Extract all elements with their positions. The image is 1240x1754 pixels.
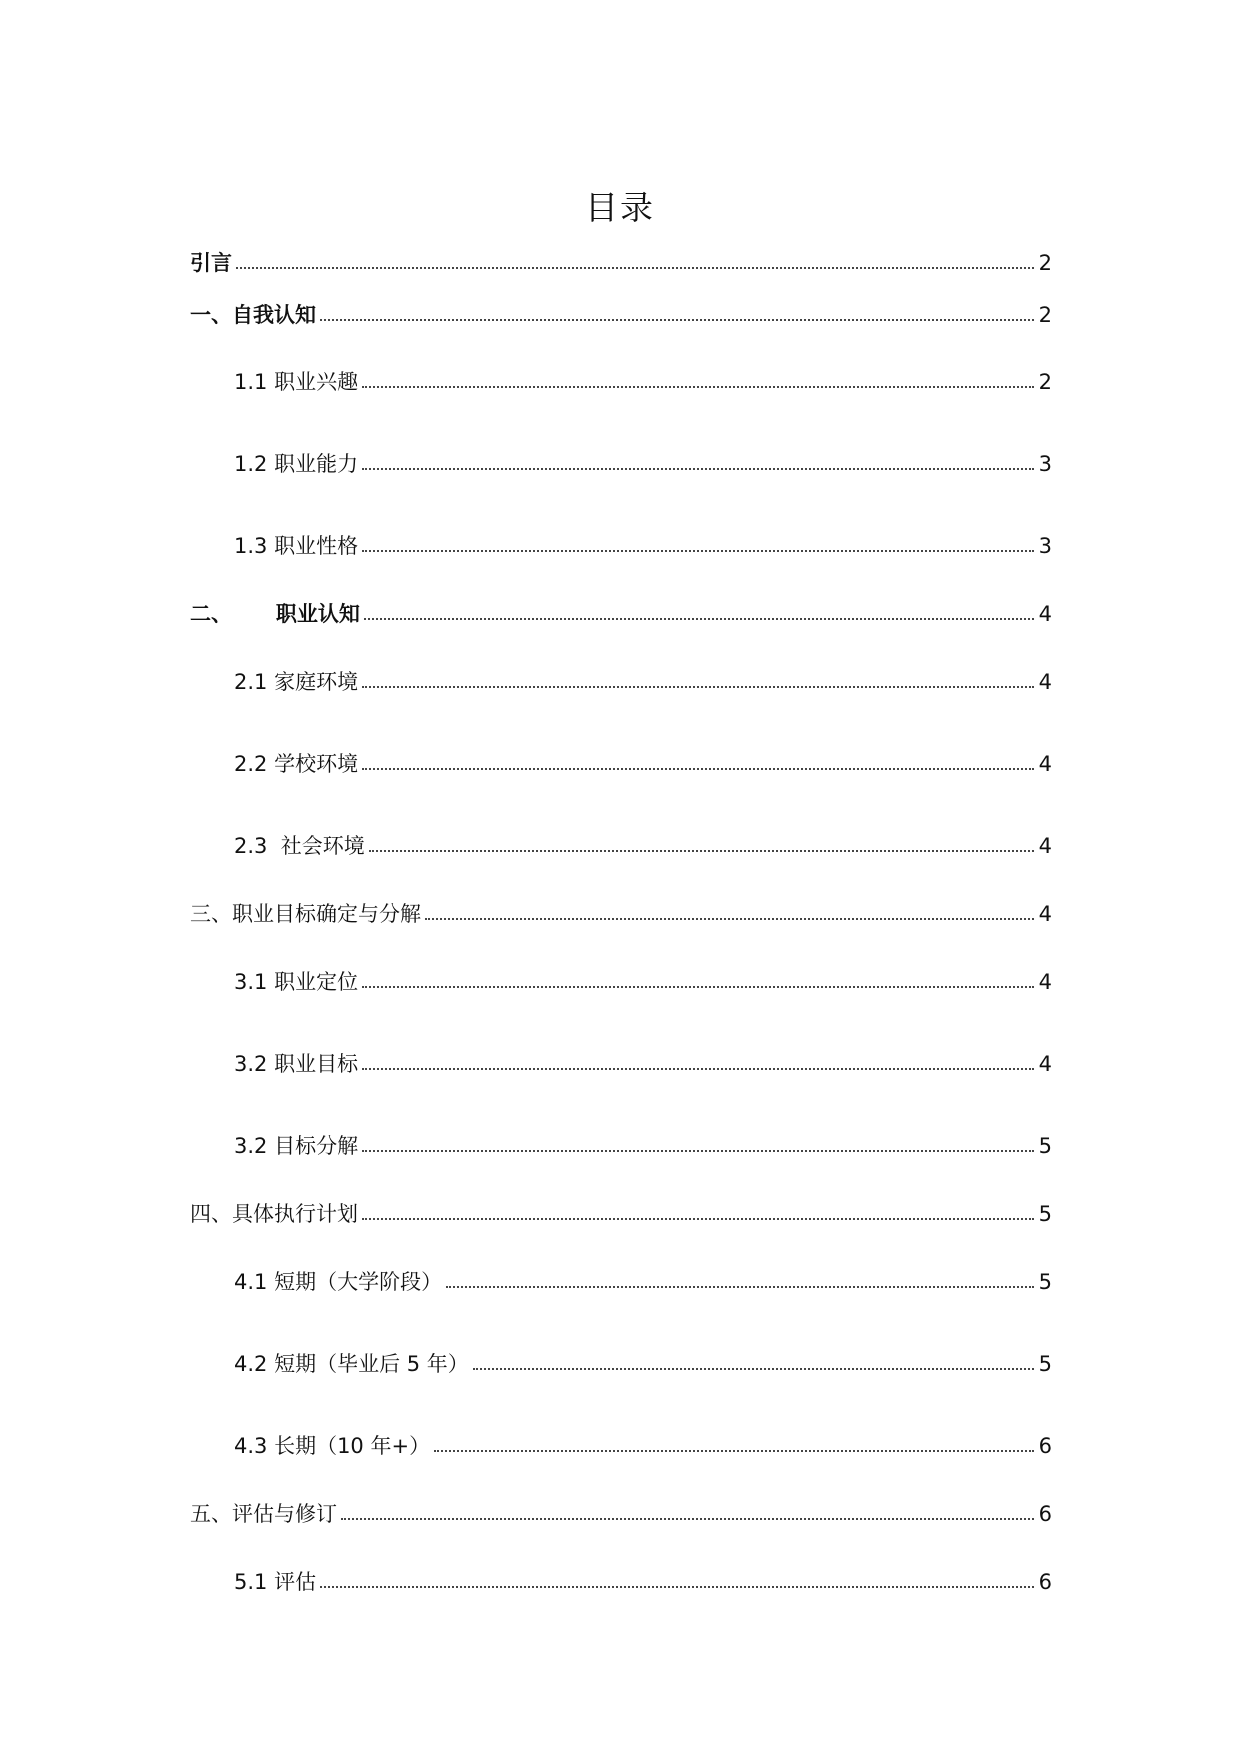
- toc-entry-label: 2.2 学校环境: [234, 752, 359, 776]
- toc-entry-3-1[interactable]: [234, 963, 1052, 995]
- toc-entry-label: 1.3 职业性格: [234, 534, 359, 558]
- toc-entry-page: 4: [1038, 752, 1052, 776]
- toc-entry-page: 3: [1038, 534, 1052, 558]
- toc-entry-5-1[interactable]: [234, 1563, 1052, 1595]
- toc-entry-section-4[interactable]: [190, 1195, 1052, 1227]
- toc-entry-section-1[interactable]: [190, 296, 1052, 328]
- toc-entry-page: 5: [1038, 1352, 1052, 1376]
- toc-entry-page: 5: [1038, 1134, 1052, 1158]
- toc-entry-page: 2: [1038, 251, 1052, 275]
- dot-leader: [236, 267, 1034, 269]
- toc-entry-page: 6: [1038, 1570, 1052, 1594]
- dot-leader: [364, 618, 1034, 620]
- toc-entry-page: 2: [1038, 370, 1052, 394]
- dot-leader: [362, 768, 1034, 770]
- toc-entry-page: 4: [1038, 970, 1052, 994]
- dot-leader: [362, 1218, 1034, 1220]
- toc-entry-1-1[interactable]: [234, 363, 1052, 395]
- toc-entry-label: 5.1 评估: [234, 1570, 317, 1594]
- toc-entry-label: 一、自我认知: [190, 303, 316, 327]
- dot-leader: [362, 550, 1034, 552]
- toc-entry-4-3[interactable]: [234, 1427, 1052, 1459]
- toc-entry-label: 4.1 短期（大学阶段）: [234, 1270, 443, 1294]
- toc-entry-label: 3.1 职业定位: [234, 970, 359, 994]
- dot-leader: [369, 850, 1034, 852]
- dot-leader: [362, 686, 1034, 688]
- toc-entry-2-1[interactable]: [234, 663, 1052, 695]
- toc-entry-2-2[interactable]: [234, 745, 1052, 777]
- toc-entry-page: 6: [1038, 1502, 1052, 1526]
- dot-leader: [362, 386, 1034, 388]
- toc-entry-label: 五、评估与修订: [190, 1502, 337, 1526]
- dot-leader: [434, 1450, 1034, 1452]
- toc-entry-label: 二、 职业认知: [190, 602, 360, 626]
- toc-entry-1-3[interactable]: [234, 527, 1052, 559]
- toc-entry-4-1[interactable]: [234, 1263, 1052, 1295]
- toc-entry-3-2-breakdown[interactable]: [234, 1127, 1052, 1159]
- toc-entry-section-2[interactable]: [190, 595, 1052, 627]
- toc-entry-label: 引言: [190, 251, 232, 275]
- dot-leader: [362, 1068, 1034, 1070]
- dot-leader: [362, 1150, 1034, 1152]
- toc-entry-page: 4: [1038, 1052, 1052, 1076]
- toc-entry-page: 6: [1038, 1434, 1052, 1458]
- toc-entry-label: 3.2 职业目标: [234, 1052, 359, 1076]
- toc-entry-4-2[interactable]: [234, 1345, 1052, 1377]
- dot-leader: [473, 1368, 1034, 1370]
- dot-leader: [320, 319, 1034, 321]
- toc-entry-page: 4: [1038, 602, 1052, 626]
- toc-entry-introduction[interactable]: [190, 244, 1052, 276]
- toc-entry-label: 三、职业目标确定与分解: [190, 902, 421, 926]
- toc-entry-label: 1.1 职业兴趣: [234, 370, 359, 394]
- toc-entry-3-2[interactable]: [234, 1045, 1052, 1077]
- dot-leader: [362, 468, 1034, 470]
- toc-entry-label: 1.2 职业能力: [234, 452, 359, 476]
- toc-entry-page: 4: [1038, 834, 1052, 858]
- dot-leader: [362, 986, 1034, 988]
- dot-leader: [446, 1286, 1034, 1288]
- toc-entry-label: 4.3 长期（10 年+）: [234, 1434, 431, 1458]
- toc-entry-label: 四、具体执行计划: [190, 1202, 358, 1226]
- toc-entry-page: 4: [1038, 902, 1052, 926]
- toc-entry-page: 3: [1038, 452, 1052, 476]
- toc-entry-label: 3.2 目标分解: [234, 1134, 359, 1158]
- toc-entry-2-3[interactable]: [234, 827, 1052, 859]
- dot-leader: [425, 918, 1034, 920]
- toc-title: 目录: [585, 188, 655, 227]
- toc-entry-page: 5: [1038, 1202, 1052, 1226]
- toc-entry-page: 5: [1038, 1270, 1052, 1294]
- toc-entry-section-5[interactable]: [190, 1495, 1052, 1527]
- toc-entry-label: 2.3 社会环境: [234, 834, 365, 858]
- dot-leader: [341, 1518, 1034, 1520]
- toc-entry-page: 2: [1038, 303, 1052, 327]
- toc-entry-1-2[interactable]: [234, 445, 1052, 477]
- toc-entry-section-3[interactable]: [190, 895, 1052, 927]
- toc-entry-page: 4: [1038, 670, 1052, 694]
- toc-entry-label: 4.2 短期（毕业后 5 年）: [234, 1352, 469, 1376]
- toc-entry-label: 2.1 家庭环境: [234, 670, 359, 694]
- dot-leader: [320, 1586, 1034, 1588]
